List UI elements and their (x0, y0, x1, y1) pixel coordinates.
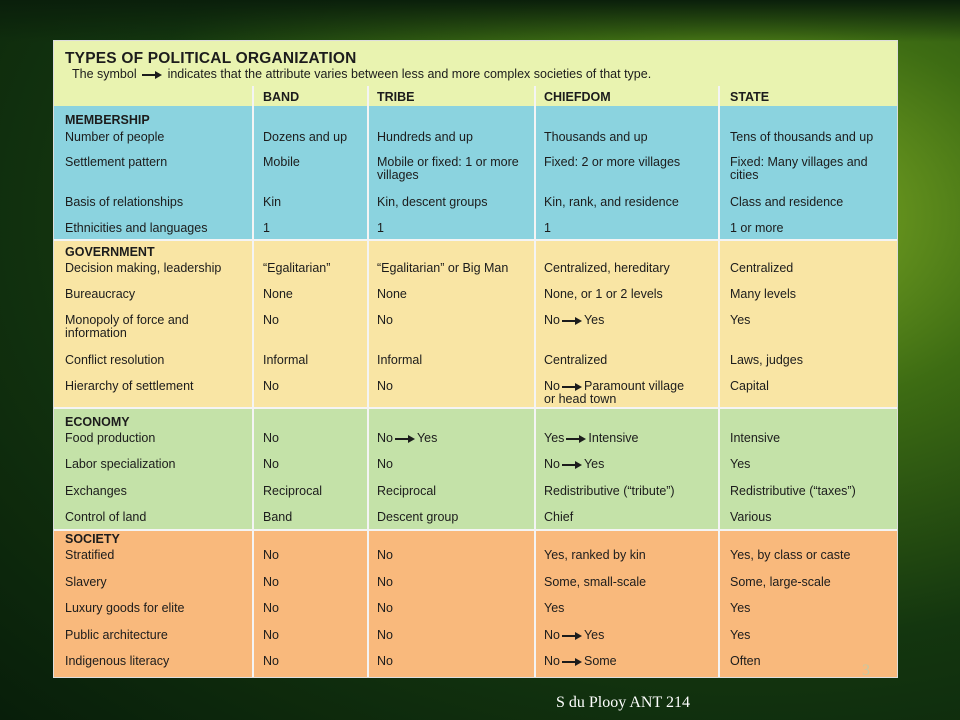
cell-attr: Hierarchy of settlement (65, 379, 194, 393)
cell-chiefdom: Thousands and up (544, 130, 648, 144)
cell-state: Often (730, 654, 761, 668)
arrow-icon (562, 383, 582, 391)
section-label-society: SOCIETY (65, 532, 120, 546)
cell-state: Yes, by class or caste (730, 548, 851, 562)
cell-chiefdom: Chief (544, 510, 574, 524)
cell-chiefdom: Some, small-scale (544, 575, 647, 589)
cell-chiefdom-from: No (544, 313, 560, 327)
cell-band: No (263, 431, 279, 445)
cell-chiefdom-from: No (544, 379, 560, 393)
cell-attr: Indigenous literacy (65, 654, 170, 668)
section-divider (54, 239, 897, 241)
arrow-icon (395, 435, 415, 443)
cell-chiefdom: Kin, rank, and residence (544, 195, 679, 209)
cell-attr: Stratified (65, 548, 115, 562)
cell-band: Band (263, 510, 293, 524)
cell-state: Yes (730, 628, 751, 642)
cell-chiefdom: Yes, ranked by kin (544, 548, 646, 562)
cell-tribe: 1 (377, 221, 384, 235)
cell-band: None (263, 287, 293, 301)
arrow-icon (562, 658, 582, 666)
cell-state: Fixed: Many villages and cities (730, 155, 868, 182)
cell-tribe: Reciprocal (377, 484, 437, 498)
cell-state: Laws, judges (730, 353, 803, 367)
cell-attr: Luxury goods for elite (65, 601, 185, 615)
cell-band: Informal (263, 353, 309, 367)
cell-chiefdom-from: Yes (544, 431, 565, 445)
cell-attr: Slavery (65, 575, 107, 589)
cell-band: No (263, 548, 279, 562)
arrow-icon (562, 317, 582, 325)
cell-state: Centralized (730, 261, 794, 275)
column-header-tribe: TRIBE (377, 90, 415, 104)
cell-tribe: No (377, 654, 393, 668)
slide-footer: S du Plooy ANT 214 (556, 694, 690, 711)
cell-state: Some, large-scale (730, 575, 831, 589)
cell-tribe: Informal (377, 353, 423, 367)
cell-chiefdom-to: Yes (583, 313, 605, 327)
section-label-economy: ECONOMY (65, 415, 130, 429)
cell-band: No (263, 379, 279, 393)
column-divider (252, 86, 254, 677)
column-header-state: STATE (730, 90, 770, 104)
cell-attr: Monopoly of force and information (65, 313, 189, 340)
cell-band: 1 (263, 221, 270, 235)
cell-chiefdom: Centralized (544, 353, 608, 367)
cell-state: Yes (730, 457, 751, 471)
table-title: TYPES OF POLITICAL ORGANIZATION (65, 50, 357, 67)
subtitle-text-before: The symbol (72, 67, 137, 81)
cell-chiefdom: Yes (544, 601, 565, 615)
cell-attr: Control of land (65, 510, 147, 524)
cell-state: Many levels (730, 287, 796, 301)
cell-tribe: No (377, 628, 393, 642)
section-divider (54, 529, 897, 531)
cell-tribe: Mobile or fixed: 1 or more villages (377, 155, 519, 182)
cell-state: Yes (730, 313, 751, 327)
cell-chiefdom: Redistributive (“tribute”) (544, 484, 675, 498)
cell-tribe: No (377, 313, 393, 327)
cell-tribe: Descent group (377, 510, 459, 524)
cell-attr: Labor specialization (65, 457, 176, 471)
cell-chiefdom-to: Some (583, 654, 617, 668)
cell-chiefdom-to: Yes (583, 457, 605, 471)
cell-band: “Egalitarian” (263, 261, 331, 275)
cell-tribe: Kin, descent groups (377, 195, 488, 209)
arrow-icon (562, 461, 582, 469)
cell-state: Tens of thousands and up (730, 130, 874, 144)
cell-chiefdom (544, 380, 694, 406)
cell-chiefdom-from: No (544, 628, 560, 642)
column-divider (367, 86, 369, 677)
cell-chiefdom (544, 458, 716, 471)
political-organization-table (53, 40, 898, 678)
cell-attr: Public architecture (65, 628, 168, 642)
cell-tribe: “Egalitarian” or Big Man (377, 261, 509, 275)
cell-state: Intensive (730, 431, 781, 445)
cell-band: Mobile (263, 155, 300, 169)
slide-number: 3 (862, 662, 870, 679)
cell-chiefdom (544, 655, 716, 668)
cell-chiefdom-to: Yes (583, 628, 605, 642)
section-divider (54, 407, 897, 409)
cell-tribe: None (377, 287, 407, 301)
cell-attr: Conflict resolution (65, 353, 165, 367)
cell-tribe-to: Yes (416, 431, 438, 445)
cell-band: No (263, 457, 279, 471)
cell-chiefdom-to: Paramount village or head town (544, 379, 685, 406)
cell-chiefdom (544, 432, 716, 445)
cell-tribe: No (377, 548, 393, 562)
cell-tribe: Hundreds and up (377, 130, 473, 144)
subtitle-text-after: indicates that the attribute varies between less and more complex societies of that type. (167, 67, 652, 81)
cell-tribe: No (377, 575, 393, 589)
cell-band: Reciprocal (263, 484, 323, 498)
cell-chiefdom-from: No (544, 457, 560, 471)
cell-tribe: No (377, 601, 393, 615)
cell-chiefdom: None, or 1 or 2 levels (544, 287, 663, 301)
section-label-membership: MEMBERSHIP (65, 113, 150, 127)
cell-attr: Number of people (65, 130, 165, 144)
column-divider (718, 86, 720, 677)
arrow-icon (562, 632, 582, 640)
cell-state: Capital (730, 379, 769, 393)
cell-attr: Bureaucracy (65, 287, 136, 301)
cell-state: Redistributive (“taxes”) (730, 484, 856, 498)
cell-chiefdom (544, 629, 716, 642)
cell-attr: Basis of relationships (65, 195, 184, 209)
cell-band: No (263, 601, 279, 615)
cell-tribe: No (377, 379, 393, 393)
cell-state: Yes (730, 601, 751, 615)
cell-band: Dozens and up (263, 130, 348, 144)
cell-attr: Ethnicities and languages (65, 221, 208, 235)
cell-band: No (263, 628, 279, 642)
cell-chiefdom: 1 (544, 221, 551, 235)
column-header-band: BAND (263, 90, 300, 104)
cell-band: No (263, 654, 279, 668)
cell-tribe: No (377, 457, 393, 471)
cell-attr: Decision making, leadership (65, 261, 222, 275)
cell-chiefdom (544, 314, 716, 327)
cell-attr: Food production (65, 431, 156, 445)
cell-chiefdom-to: Intensive (588, 431, 639, 445)
slide-top-shade (0, 0, 960, 42)
column-divider (534, 86, 536, 677)
cell-tribe (377, 432, 537, 445)
cell-state: 1 or more (730, 221, 784, 235)
cell-state: Various (730, 510, 772, 524)
cell-attr: Exchanges (65, 484, 127, 498)
cell-band: No (263, 575, 279, 589)
arrow-icon (142, 71, 162, 79)
cell-chiefdom: Centralized, hereditary (544, 261, 670, 275)
arrow-icon (566, 435, 586, 443)
cell-band: No (263, 313, 279, 327)
cell-state: Class and residence (730, 195, 844, 209)
cell-attr: Settlement pattern (65, 155, 168, 169)
column-header-chiefdom: CHIEFDOM (544, 90, 611, 104)
cell-chiefdom-from: No (544, 654, 560, 668)
cell-band: Kin (263, 195, 282, 209)
cell-chiefdom: Fixed: 2 or more villages (544, 155, 681, 169)
section-label-government: GOVERNMENT (65, 245, 155, 259)
table-subtitle (72, 67, 651, 81)
cell-tribe-from: No (377, 431, 393, 445)
